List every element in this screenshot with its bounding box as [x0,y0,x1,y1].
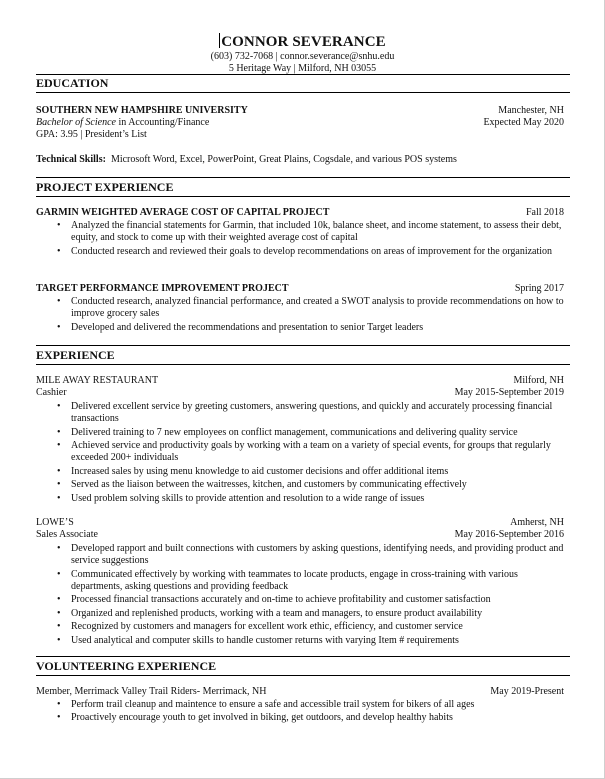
list-item: • Processed financial transactions accurately and on-time to achieve profitability and customer satisfaction [57,594,491,606]
volunteer-role: Member, Merrimack Valley Trail Riders- Merrimack, NH [36,686,267,697]
candidate-name [0,33,605,51]
job-bullets [36,401,570,506]
job-role-row [36,529,564,542]
volunteer-bullets [36,699,570,726]
list-item: • Used analytical and computer skills to handle customer returns with varying Item # requirements [57,634,459,646]
list-item: • Developed and delivered the recommendations and presentation to senior Target leaders [57,321,424,333]
project-bullets [36,220,570,259]
list-item: • Perform trail cleanup and maintence to ensure a safe and accessible trail system for bikers of all ages [57,699,475,710]
bullet-icon: • [57,296,61,307]
volunteer-role-row [36,686,564,699]
bullet-icon: • [57,621,61,633]
bullet-icon: • [57,321,61,333]
project-row [36,283,564,296]
education-degree-row [36,117,564,130]
job-bullets [36,543,570,648]
job-employer-row [36,517,564,530]
bullet-icon: • [57,594,61,606]
section-divider [36,196,570,197]
list-item: • Delivered excellent service by greeting customers, answering questions, and quickly and accurately processing financial transactions [57,401,553,425]
project-date: Fall 2018 [525,207,564,218]
list-item: • Increased sales by using menu knowledge to aid customer decisions and offer additional items [57,465,449,477]
bullet-icon: • [57,712,61,724]
job-role-row [36,387,564,400]
section-title-experience: EXPERIENCE [36,348,115,362]
technical-skills-label: Technical Skills: [36,154,106,165]
list-item: • Organized and replenished products, working with a team and managers, to ensure product availability [57,607,483,619]
degree-field: in Accounting/Finance [115,117,210,128]
bullet-icon: • [57,440,61,452]
section-title-projects: PROJECT EXPERIENCE [36,180,174,194]
school-name: SOUTHERN NEW HAMPSHIRE UNIVERSITY [36,105,248,116]
bullet-icon: • [57,465,61,477]
section-divider [36,74,570,75]
bullet-icon: • [57,568,61,580]
degree-type: Bachelor of Science [36,117,116,128]
graduation-date: Expected May 2020 [483,117,564,128]
list-item: • Served as the liaison between the waitresses, kitchen, and customers by communicating effectively [57,479,467,491]
project-name: GARMIN WEIGHTED AVERAGE COST OF CAPITAL PROJECT [36,207,330,218]
list-item: • Developed rapport and built connections with customers by asking questions, identifying needs, and providing product and service suggestions [57,543,564,567]
gpa: GPA: 3.95 | President’s List [36,129,147,140]
job-role: Cashier [36,387,67,398]
resume-header [0,33,605,75]
bullet-icon: • [57,401,61,412]
employer-location: Milford, NH [513,375,564,386]
bullet-icon: • [57,699,61,710]
bullet-icon: • [57,426,61,438]
employer-name: MILE AWAY RESTAURANT [36,375,159,386]
bullet-icon: • [57,245,61,257]
candidate-name-text[interactable]: CONNOR SEVERANCE [221,34,386,50]
bullet-icon: • [57,634,61,646]
job-role: Sales Associate [36,529,98,540]
bullet-icon: • [57,479,61,491]
section-divider [36,364,570,365]
list-item: • Analyzed the financial statements for Garmin, that included 10k, balance sheet, and income statement, to assess their debt, equity, and stock to come up with their weighted average cost of capital [57,220,562,244]
employer-name: LOWE’S [36,517,74,528]
job-dates: May 2016-September 2016 [454,529,564,540]
contact-phone-email[interactable]: (603) 732-7068 | connor.severance@snhu.edu [210,51,395,62]
list-item: • Used problem solving skills to provide attention and resolution to a wide range of issues [57,492,425,504]
education-gpa-row [36,129,564,142]
job-dates: May 2015-September 2019 [454,387,564,398]
section-divider [36,177,570,178]
section-title-education: EDUCATION [36,76,109,90]
list-item: • Communicated effectively by working with teammates to locate products, engage in cross-training with various departments, asking questions and providing feedback [57,568,518,592]
employer-location: Amherst, NH [510,517,564,528]
list-item: • Recognized by customers and managers for excellent work ethic, efficiency, and customer service [57,621,463,633]
job-employer-row [36,375,564,388]
list-item: • Delivered training to 7 new employees on conflict management, communications and delivering quality service [57,426,518,438]
education-school-row [36,105,564,118]
section-divider [36,675,570,676]
project-date: Spring 2017 [514,283,564,294]
technical-skills-row [36,154,564,167]
section-divider [36,92,570,93]
bullet-icon: • [57,543,61,554]
bullet-icon: • [57,492,61,504]
bullet-icon: • [57,220,61,231]
school-location: Manchester, NH [498,105,564,116]
section-divider [36,656,570,657]
volunteer-dates: May 2019-Present [490,686,564,697]
project-row [36,207,564,220]
section-title-volunteering: VOLUNTEERING EXPERIENCE [36,659,217,673]
list-item: • Proactively encourage youth to get involved in biking, get outdoors, and develop healthy habits [57,712,453,724]
project-bullets [36,296,570,335]
technical-skills-text: Microsoft Word, Excel, PowerPoint, Great Plains, Cogsdale, and various POS systems [105,154,457,165]
contact-address[interactable]: 5 Heritage Way | Milford, NH 03055 [228,63,377,74]
list-item: • Conducted research and reviewed their goals to develop recommendations on areas of improvement for the organization [57,245,553,257]
list-item: • Achieved service and productivity goals by working with a team on a variety of special events, for groups that regularly exceeded 200+ individuals [57,440,551,464]
project-name: TARGET PERFORMANCE IMPROVEMENT PROJECT [36,283,289,294]
list-item: • Conducted research, analyzed financial performance, and created a SWOT analysis to provide recommendations on how to improve grocery sales [57,296,564,320]
section-divider [36,345,570,346]
degree [36,117,209,130]
bullet-icon: • [57,607,61,619]
